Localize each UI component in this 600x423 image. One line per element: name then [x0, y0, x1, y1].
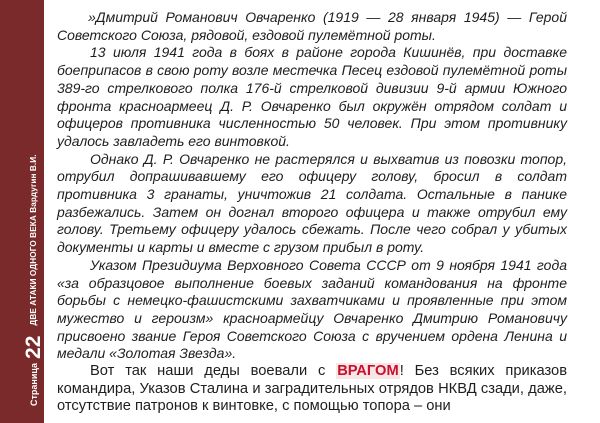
- page-word: Страница: [29, 362, 39, 406]
- paragraph-axe: Однако Д. Р. Овчаренко не растерялся и выхватив из повозки топор, отрубил допрашивавшему его офицеру голову, бросил в солдат противника 3 гранаты, уничтожив 21 солдата. Остальные в панике разбежались. Затем он догнал второго офицера и также отрубил ему голову. Третьему офицеру удалось сбежать. После чего собрал у убитых документы и карты и вместе с грузом прибыл в роту.: [57, 150, 567, 256]
- book-title: ДВЕ АТАКИ ОДНОГО ВЕКА Вардугин В.И.: [29, 154, 38, 326]
- paragraph-intro: »Дмитрий Романович Овчаренко (1919 — 28 января 1945) — Герой Советского Союза, рядовой, ездовой пулемётной роты.: [57, 9, 567, 43]
- enemy-highlight: ВРАГОМ: [337, 363, 399, 380]
- page-number: 22: [22, 335, 45, 359]
- paragraph-decree: Указом Президиума Верховного Совета СССР от 9 ноября 1941 года «за образцовое выполнение боевых заданий командования на фронте борьбы с немецко-фашистскими захватчиками и проявленные при этом мужество и героизм» красноармейцу Овчаренко Дмитрию Романовичу присвоено звание Героя Советского Союза с вручением ордена Ленина и медали «Золотая Звезда».: [57, 256, 567, 362]
- paragraph-conclusion: [57, 363, 567, 416]
- article-body: [57, 9, 567, 416]
- conclusion-text-end: ! Без всяких приказов командира, Указов Сталина и заградительных отрядов НКВД сзади, даже, отсутствие патронов к винтовке, с помощью топора – они: [57, 363, 568, 415]
- conclusion-text-start: Вот так наши деды воевали с: [90, 363, 337, 380]
- paragraph-battle: 13 июля 1941 года в боях в районе города Кишинёв, при доставке боеприпасов в свою роту возле местечка Песец ездовой пулемётной роты 389-го стрелкового полка 176-й стрелковой дивизии 9-й армии Южного фронта красноармеец Д. Р. Овчаренко был окружён отрядом солдат и офицеров противника численностью 50 человек. При этом противнику удалось завладеть его винтовкой.: [57, 44, 567, 149]
- sidebar-caption: [22, 154, 46, 406]
- page-sidebar: [0, 0, 44, 423]
